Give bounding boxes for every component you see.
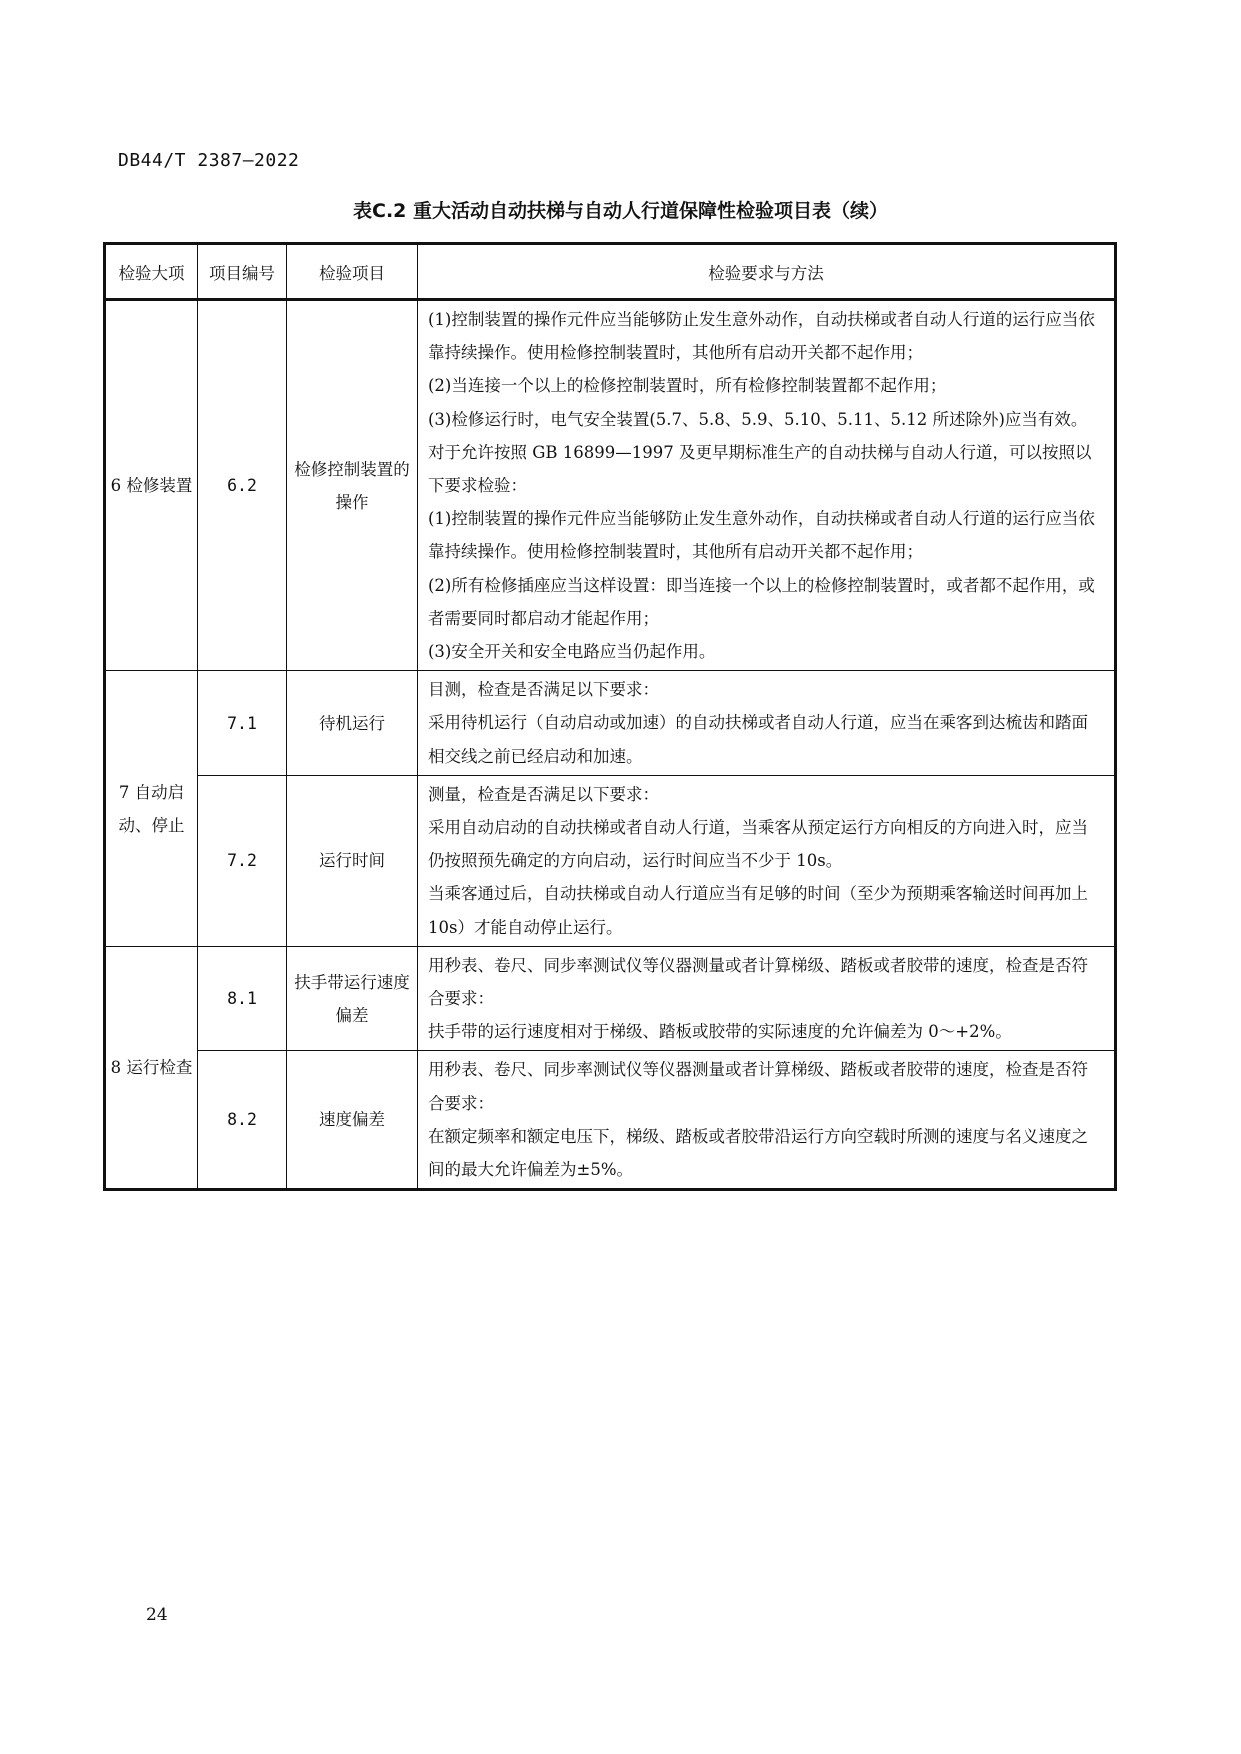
table-header-row [105, 244, 1116, 300]
inspection-table [103, 242, 1117, 1191]
column-header: 检验要求与方法 [418, 244, 1116, 300]
document-code: DB44/T 2387—2022 [118, 150, 300, 171]
table-row [105, 775, 1116, 946]
table-row [105, 1051, 1116, 1190]
item-name-cell: 速度偏差 [287, 1051, 418, 1190]
column-header: 检验大项 [105, 244, 198, 300]
item-code-cell: 7.1 [198, 671, 287, 776]
item-code-cell: 8.2 [198, 1051, 287, 1190]
column-header: 项目编号 [198, 244, 287, 300]
item-code-cell: 7.2 [198, 775, 287, 946]
item-name-cell: 待机运行 [287, 671, 418, 776]
table-row [105, 946, 1116, 1051]
requirement-line: (1)控制装置的操作元件应当能够防止发生意外动作，自动扶梯或者自动人行道的运行应当依靠持续操作。使用检修控制装置时，其他所有启动开关都不起作用； [428, 310, 1095, 363]
requirement-line: 在额定频率和额定电压下，梯级、踏板或者胶带沿运行方向空载时所测的速度与名义速度之间的最大允许偏差为±5%。 [428, 1126, 1088, 1180]
requirement-line: 测量，检查是否满足以下要求： [428, 784, 659, 804]
requirement-line: (2)当连接一个以上的检修控制装置时，所有检修控制装置都不起作用； [428, 376, 947, 396]
requirement-cell [418, 946, 1116, 1051]
table-row [105, 671, 1116, 776]
column-header: 检验项目 [287, 244, 418, 300]
category-cell: 7 自动启动、停止 [105, 671, 198, 947]
item-name-cell: 检修控制装置的操作 [287, 300, 418, 671]
requirement-line: 当乘客通过后，自动扶梯或自动人行道应当有足够的时间（至少为预期乘客输送时间再加上 10s）才能自动停止运行。 [428, 884, 1088, 937]
requirement-line: (1)控制装置的操作元件应当能够防止发生意外动作，自动扶梯或者自动人行道的运行应当依靠持续操作。使用检修控制装置时，其他所有启动开关都不起作用； [428, 509, 1095, 562]
requirement-line: 对于允许按照 GB 16899—1997 及更早期标准生产的自动扶梯与自动人行道，可以按照以下要求检验： [428, 442, 1092, 496]
item-code-cell: 8.1 [198, 946, 287, 1051]
table-title: 表C.2 重大活动自动扶梯与自动人行道保障性检验项目表（续） [353, 200, 888, 222]
requirement-line: (3)安全开关和安全电路应当仍起作用。 [428, 642, 716, 662]
requirement-cell [418, 671, 1116, 776]
requirement-line: 用秒表、卷尺、同步率测试仪等仪器测量或者计算梯级、踏板或者胶带的速度，检查是否符合要求： [428, 1060, 1088, 1113]
requirement-cell [418, 300, 1116, 671]
requirement-line: 目测，检查是否满足以下要求： [428, 680, 659, 700]
category-cell: 8 运行检查 [105, 946, 198, 1189]
requirement-line: 采用待机运行（自动启动或加速）的自动扶梯或者自动人行道，应当在乘客到达梳齿和踏面相交线之前已经启动和加速。 [428, 713, 1088, 766]
category-cell: 6 检修装置 [105, 300, 198, 671]
requirement-cell [418, 1051, 1116, 1190]
requirement-line: (2)所有检修插座应当这样设置：即当连接一个以上的检修控制装置时，或者都不起作用，或者需要同时都启动才能起作用； [428, 575, 1095, 628]
requirement-line: 扶手带的运行速度相对于梯级、踏板或胶带的实际速度的允许偏差为 0～+2%。 [428, 1022, 1012, 1042]
item-name-cell: 扶手带运行速度偏差 [287, 946, 418, 1051]
item-name-cell: 运行时间 [287, 775, 418, 946]
item-code-cell: 6.2 [198, 300, 287, 671]
requirement-line: (3)检修运行时，电气安全装置(5.7、5.8、5.9、5.10、5.11、5.12 所述除外)应当有效。 [428, 409, 1088, 429]
page-number: 24 [146, 1605, 168, 1625]
requirement-line: 用秒表、卷尺、同步率测试仪等仪器测量或者计算梯级、踏板或者胶带的速度，检查是否符合要求： [428, 955, 1088, 1009]
requirement-cell [418, 775, 1116, 946]
table-row [105, 300, 1116, 671]
requirement-line: 采用自动启动的自动扶梯或者自动人行道，当乘客从预定运行方向相反的方向进入时，应当仍按照预先确定的方向启动，运行时间应当不少于 10s。 [428, 818, 1088, 871]
